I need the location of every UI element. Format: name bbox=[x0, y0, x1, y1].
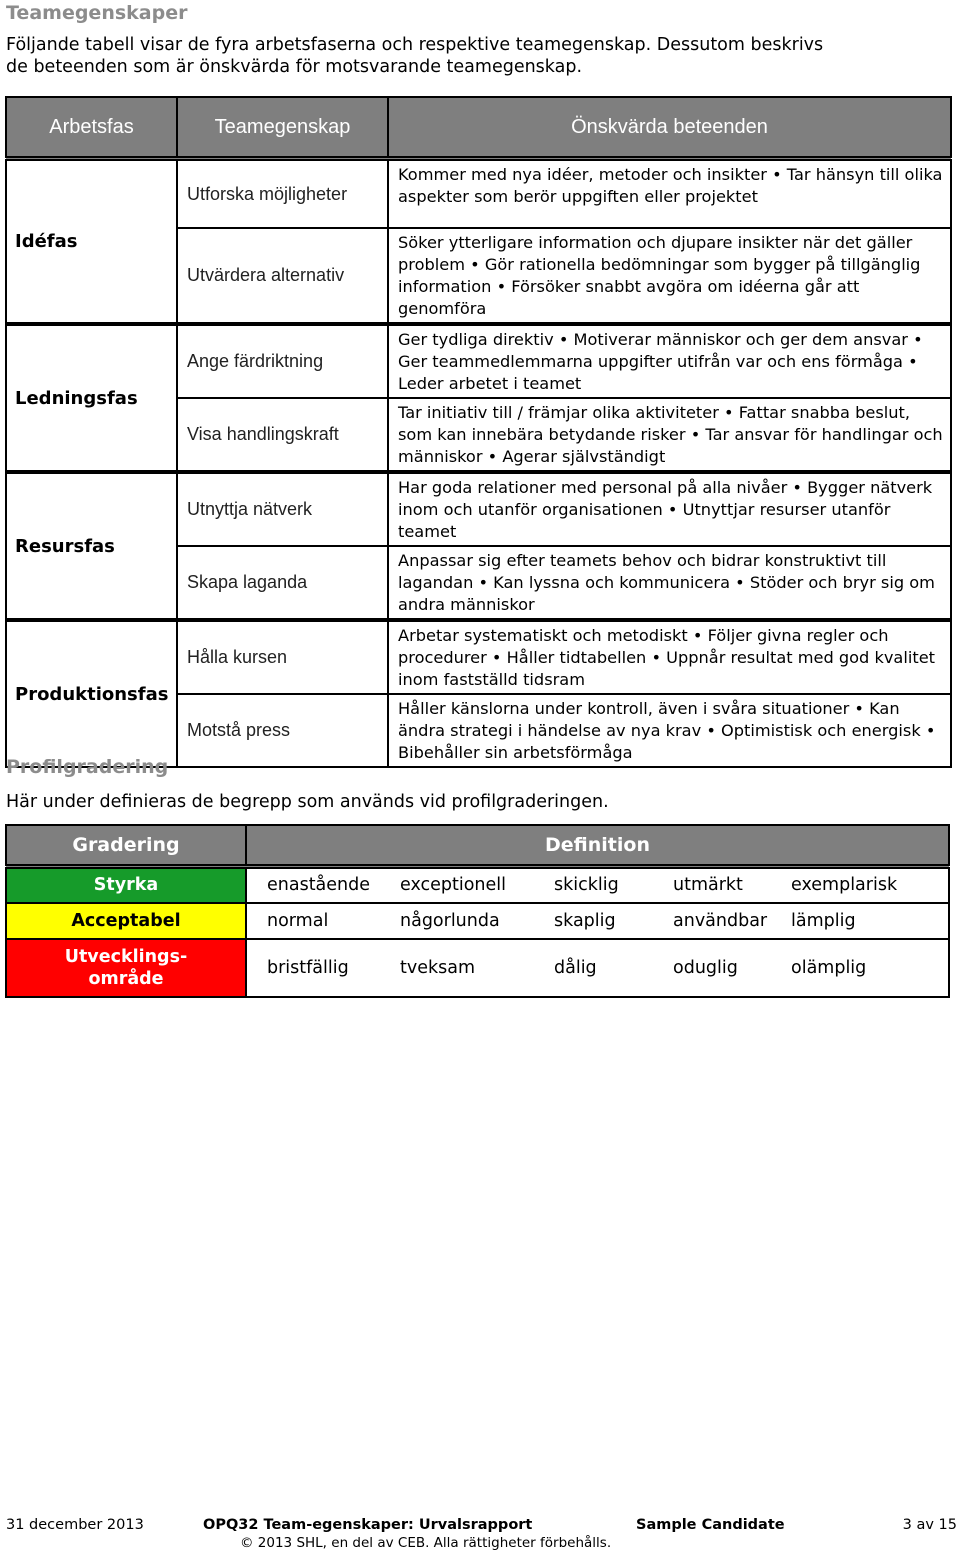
footer-page-number: 3 av 15 bbox=[902, 1517, 957, 1533]
footer-candidate: Sample Candidate bbox=[636, 1517, 785, 1533]
profilgradering-intro: Här under definieras de begrepp som används vid profilgraderingen. bbox=[6, 792, 609, 812]
team-properties-table bbox=[5, 96, 952, 768]
table-row bbox=[6, 159, 951, 229]
property-cell: Motstå press bbox=[177, 694, 388, 767]
section-heading-profilgradering: Profilgradering bbox=[6, 756, 169, 778]
grade-word: exceptionell bbox=[400, 875, 507, 896]
table-row bbox=[6, 620, 951, 694]
phase-ledningsfas: Ledningsfas bbox=[6, 324, 177, 472]
behaviour-cell: Håller känslorna under kontroll, även i svåra situationer • Kan ändra strategi i händelse av nya krav • Optimistisk och energisk • Bibehåller sin arbetsförmåga bbox=[388, 694, 951, 767]
grade-label bbox=[6, 939, 246, 997]
phase-idefas: Idéfas bbox=[6, 159, 177, 325]
team-table-header-row bbox=[6, 97, 951, 159]
property-cell: Ange färdriktning bbox=[177, 324, 388, 398]
header-arbetsfas: Arbetsfas bbox=[6, 97, 177, 159]
table-row bbox=[6, 472, 951, 546]
behaviour-cell: Arbetar systematiskt och metodiskt • Följer givna regler och procedurer • Håller tidtabellen • Uppnår resultat med god kvalitet inom fastställd tidsram bbox=[388, 620, 951, 694]
phase-produktionsfas: Produktionsfas bbox=[6, 620, 177, 767]
grade-label-line-1: Utvecklings- bbox=[64, 946, 188, 967]
grade-word: oduglig bbox=[673, 957, 738, 978]
grade-word: tveksam bbox=[400, 957, 476, 978]
intro-line-1: Följande tabell visar de fyra arbetsfaserna och respektive teamegenskap. Dessutom beskrivs bbox=[6, 35, 824, 55]
grade-word: utmärkt bbox=[673, 875, 743, 896]
behaviour-cell: Anpassar sig efter teamets behov och bidrar konstruktivt till lagandan • Kan lyssna och kommunicera • Stöder och bryr sig om andra människor bbox=[388, 546, 951, 620]
footer-date: 31 december 2013 bbox=[6, 1517, 144, 1533]
grading-row-acceptabel bbox=[6, 903, 949, 939]
grade-label: Styrka bbox=[6, 867, 246, 903]
property-cell: Utnyttja nätverk bbox=[177, 472, 388, 546]
table-row bbox=[6, 324, 951, 398]
property-cell: Hålla kursen bbox=[177, 620, 388, 694]
property-cell: Utforska möjligheter bbox=[177, 159, 388, 229]
footer-copyright: © 2013 SHL, en del av CEB. Alla rättigheter förbehålls. bbox=[240, 1535, 612, 1551]
property-cell: Visa handlingskraft bbox=[177, 398, 388, 472]
behaviour-cell: Tar initiativ till / främjar olika aktiviteter • Fattar snabba beslut, som kan innebära betydande risker • Tar ansvar för handlingar och människor • Agerar självständigt bbox=[388, 398, 951, 472]
grade-definition bbox=[246, 867, 949, 903]
header-onskvarda-beteenden: Önskvärda beteenden bbox=[388, 97, 951, 159]
grade-label-line-2: område bbox=[88, 968, 164, 989]
grade-word: olämplig bbox=[791, 957, 867, 978]
grade-label: Acceptabel bbox=[6, 903, 246, 939]
grade-word: skicklig bbox=[554, 875, 619, 896]
footer-report-title: OPQ32 Team-egenskaper: Urvalsrapport bbox=[203, 1517, 533, 1533]
header-definition: Definition bbox=[246, 825, 949, 867]
grading-header-row bbox=[6, 825, 949, 867]
intro-line-2: de beteenden som är önskvärda för motsvarande teamegenskap. bbox=[6, 57, 583, 77]
grade-word: normal bbox=[267, 910, 329, 931]
property-cell: Utvärdera alternativ bbox=[177, 228, 388, 324]
property-cell: Skapa laganda bbox=[177, 546, 388, 620]
grade-word: lämplig bbox=[791, 910, 856, 931]
behaviour-cell: Söker ytterligare information och djupare insikter när det gäller problem • Gör rationella bedömningar som bygger på tillgänglig information • Försöker snabbt avgöra om idéerna går att genomföra bbox=[388, 228, 951, 324]
grade-definition bbox=[246, 903, 949, 939]
grade-word: exemplarisk bbox=[791, 875, 898, 896]
grade-word: bristfällig bbox=[267, 957, 349, 978]
grade-definition bbox=[246, 939, 949, 997]
behaviour-cell: Kommer med nya idéer, metoder och insikter • Tar hänsyn till olika aspekter som berör uppgiften eller projektet bbox=[388, 159, 951, 229]
grade-word: dålig bbox=[554, 957, 597, 978]
grading-table bbox=[5, 824, 950, 998]
grading-row-utvecklingsomrade bbox=[6, 939, 949, 997]
grading-row-styrka bbox=[6, 867, 949, 903]
header-gradering: Gradering bbox=[6, 825, 246, 867]
behaviour-cell: Har goda relationer med personal på alla nivåer • Bygger nätverk inom och utanför organisationen • Utnyttjar resurser utanför teamet bbox=[388, 472, 951, 546]
grade-word: skaplig bbox=[554, 910, 616, 931]
grade-word: användbar bbox=[673, 910, 768, 931]
grade-word: någorlunda bbox=[400, 910, 500, 931]
header-teamegenskap: Teamegenskap bbox=[177, 97, 388, 159]
grade-word: enastående bbox=[267, 875, 371, 896]
behaviour-cell: Ger tydliga direktiv • Motiverar människor och ger dem ansvar • Ger teammedlemmarna uppgifter utifrån var och ens förmåga • Leder arbetet i teamet bbox=[388, 324, 951, 398]
phase-resursfas: Resursfas bbox=[6, 472, 177, 620]
section-heading-teamegenskaper: Teamegenskaper bbox=[6, 2, 188, 24]
